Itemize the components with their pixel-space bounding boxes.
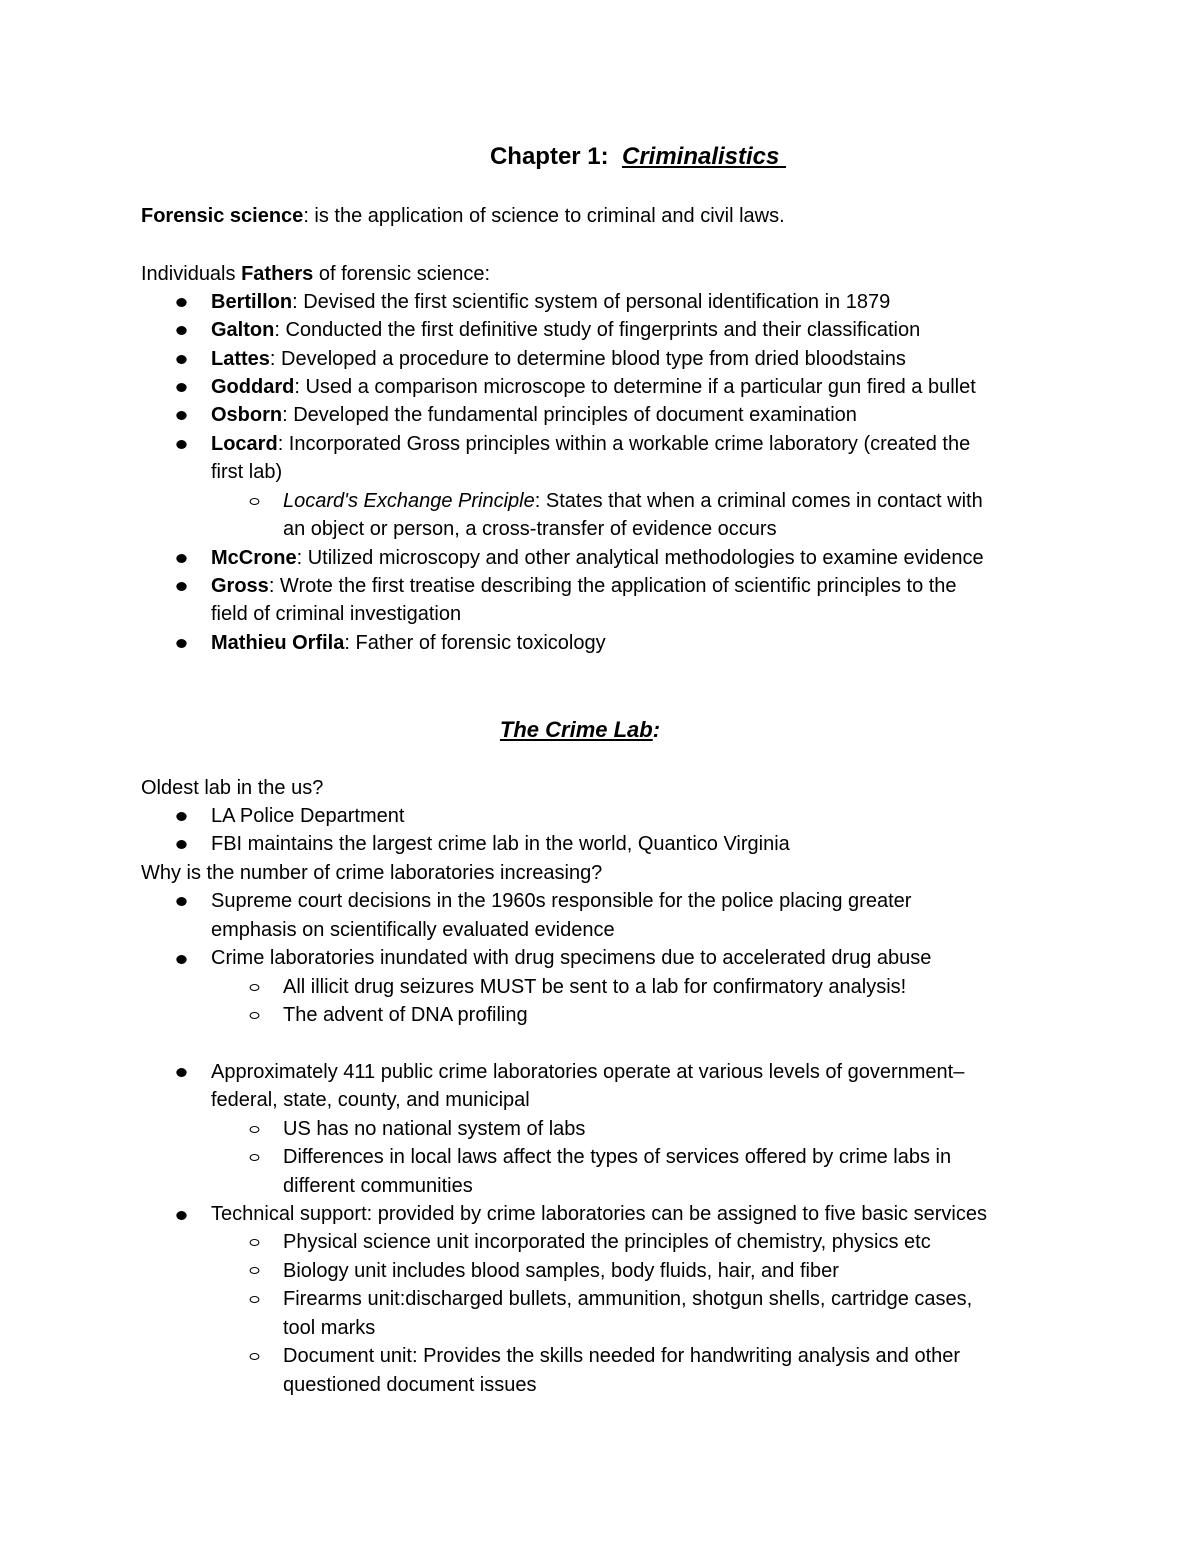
bullet-icon bbox=[176, 897, 186, 906]
list-item-continuation: federal, state, county, and municipal bbox=[211, 1089, 530, 1111]
list-item: Supreme court decisions in the 1960s responsible for the police placing greater bbox=[211, 890, 912, 912]
sub-list-item: Differences in local laws affect the types of services offered by crime labs in bbox=[283, 1146, 952, 1168]
bullet-icon bbox=[176, 1068, 186, 1077]
bullet-icon bbox=[176, 582, 186, 591]
sub-list-item-continuation: different communities bbox=[283, 1175, 473, 1197]
sub-list-item: Locard's Exchange Principle: States that when a criminal comes in contact with bbox=[283, 490, 983, 512]
chapter-title: Chapter 1: Criminalistics bbox=[489, 143, 787, 170]
list-item-continuation: field of criminal investigation bbox=[211, 603, 462, 625]
bullet-icon bbox=[176, 554, 186, 563]
sub-list-item: All illicit drug seizures MUST be sent to a lab for confirmatory analysis! bbox=[283, 976, 907, 998]
bullet-icon bbox=[176, 639, 186, 648]
circle-bullet-icon bbox=[250, 1296, 260, 1303]
circle-bullet-icon bbox=[250, 1353, 260, 1360]
section-heading: The Crime Lab: bbox=[499, 717, 661, 742]
bullet-icon bbox=[176, 383, 186, 392]
list-item: McCrone: Utilized microscopy and other analytical methodologies to examine evidence bbox=[211, 547, 984, 569]
question-line: Why is the number of crime laboratories increasing? bbox=[141, 862, 603, 884]
bullet-icon bbox=[176, 411, 186, 420]
list-item: Lattes: Developed a procedure to determine blood type from dried bloodstains bbox=[211, 348, 906, 370]
sub-list-item: Biology unit includes blood samples, body fluids, hair, and fiber bbox=[283, 1260, 839, 1282]
definition-line: Forensic science: is the application of science to criminal and civil laws. bbox=[141, 205, 785, 227]
circle-bullet-icon bbox=[250, 984, 260, 991]
bullet-icon bbox=[176, 1211, 186, 1220]
list-item-continuation: emphasis on scientifically evaluated evidence bbox=[211, 919, 615, 941]
sub-list-item-continuation: questioned document issues bbox=[283, 1374, 537, 1396]
list-item-continuation: first lab) bbox=[211, 461, 283, 483]
list-item: Technical support: provided by crime laboratories can be assigned to five basic services bbox=[211, 1203, 987, 1225]
sub-list-item: Document unit: Provides the skills needed for handwriting analysis and other bbox=[283, 1345, 961, 1367]
list-item: Osborn: Developed the fundamental principles of document examination bbox=[211, 404, 857, 426]
circle-bullet-icon bbox=[250, 1012, 260, 1019]
list-item: Locard: Incorporated Gross principles within a workable crime laboratory (created the bbox=[211, 433, 971, 455]
sub-list-item-continuation: an object or person, a cross-transfer of evidence occurs bbox=[283, 518, 777, 540]
circle-bullet-icon bbox=[250, 498, 260, 505]
circle-bullet-icon bbox=[250, 1126, 260, 1133]
sub-list-item: Firearms unit:discharged bullets, ammunition, shotgun shells, cartridge cases, bbox=[283, 1288, 973, 1310]
bullet-icon bbox=[176, 812, 186, 821]
list-item: Gross: Wrote the first treatise describing the application of scientific principles to the bbox=[211, 575, 957, 597]
list-item: Bertillon: Devised the first scientific system of personal identification in 1879 bbox=[211, 291, 891, 313]
circle-bullet-icon bbox=[250, 1239, 260, 1246]
bullet-icon bbox=[176, 298, 186, 307]
bullet-icon bbox=[176, 440, 186, 449]
sub-list-item: US has no national system of labs bbox=[283, 1118, 586, 1140]
list-item: FBI maintains the largest crime lab in the world, Quantico Virginia bbox=[211, 833, 790, 855]
list-item: LA Police Department bbox=[211, 805, 405, 827]
sub-list-item: Physical science unit incorporated the principles of chemistry, physics etc bbox=[283, 1231, 931, 1253]
list-item: Galton: Conducted the first definitive study of fingerprints and their classification bbox=[211, 319, 921, 341]
circle-bullet-icon bbox=[250, 1267, 260, 1274]
bullet-icon bbox=[176, 355, 186, 364]
bullet-icon bbox=[176, 840, 186, 849]
sub-list-item: The advent of DNA profiling bbox=[283, 1004, 528, 1026]
list-item: Goddard: Used a comparison microscope to determine if a particular gun fired a bullet bbox=[211, 376, 976, 398]
list-item: Approximately 411 public crime laboratories operate at various levels of government– bbox=[211, 1061, 965, 1083]
bullet-icon bbox=[176, 955, 186, 964]
bullet-icon bbox=[176, 326, 186, 335]
sub-list-item-continuation: tool marks bbox=[283, 1317, 376, 1339]
question-line: Oldest lab in the us? bbox=[141, 777, 324, 799]
fathers-intro: Individuals Fathers of forensic science: bbox=[141, 263, 491, 285]
definition-term: Forensic science bbox=[141, 205, 304, 227]
circle-bullet-icon bbox=[250, 1154, 260, 1161]
list-item: Mathieu Orfila: Father of forensic toxicology bbox=[211, 632, 606, 654]
list-item: Crime laboratories inundated with drug specimens due to accelerated drug abuse bbox=[211, 947, 932, 969]
chapter-subject: Criminalistics bbox=[621, 143, 787, 170]
